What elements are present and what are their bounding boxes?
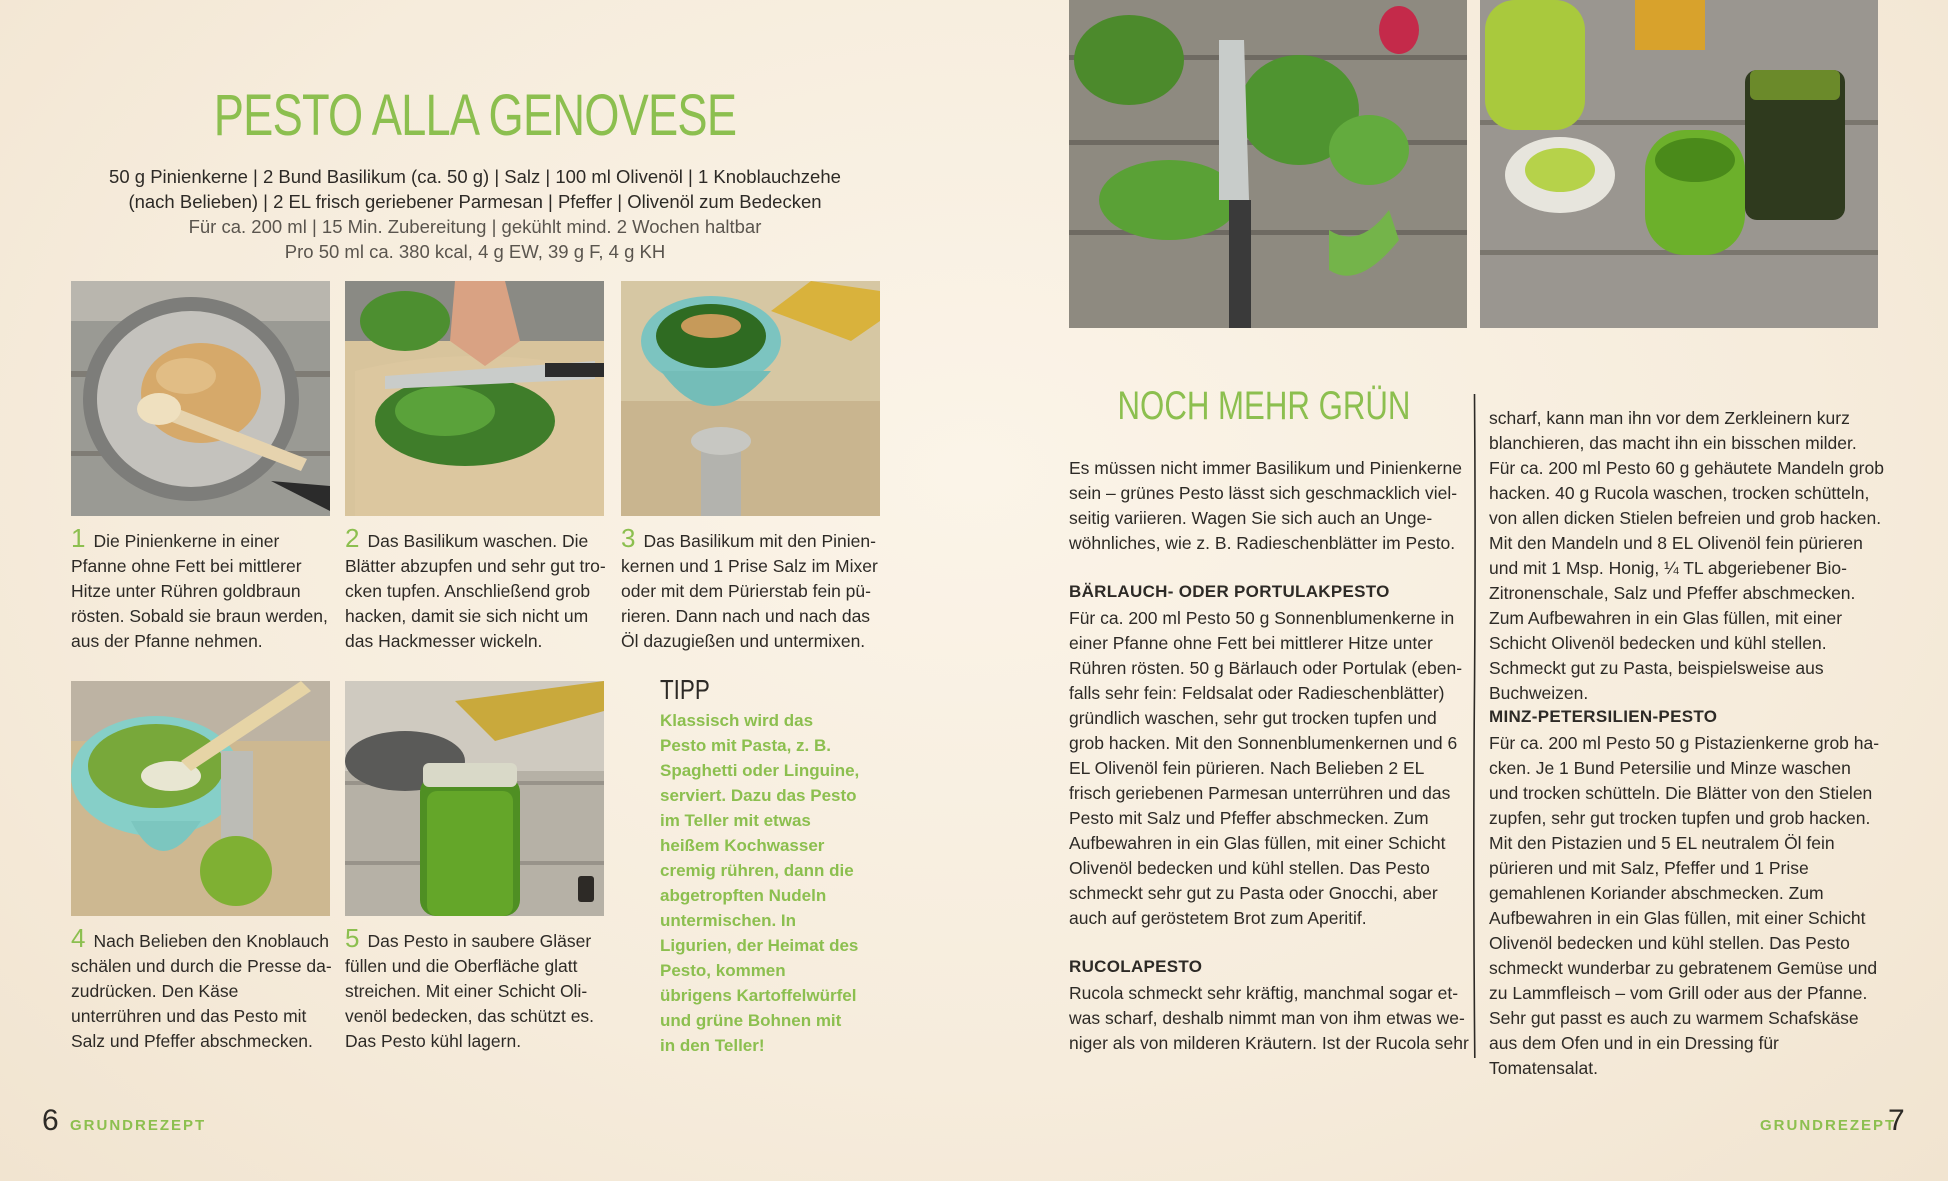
section-heading: NOCH MEHR GRÜN bbox=[1117, 384, 1411, 428]
step-1 bbox=[71, 523, 333, 654]
page-number-left: 6 bbox=[42, 1104, 59, 1137]
variation-heading-baerlauch: BÄRLAUCH- ODER PORTULAKPESTO bbox=[1069, 582, 1390, 601]
step-3 bbox=[621, 523, 883, 654]
ingredients-line-2: (nach Belieben) | 2 EL frisch geriebener Parmesan | Pfeffer | Olivenöl zum Bedecken bbox=[128, 191, 822, 212]
step-5 bbox=[345, 923, 607, 1054]
step-text: Nach Belieben den Knoblauch schälen und durch die Presse dazudrücken. Den Käse unterrühren und das Pesto mit Salz und Pfeffer abschmecken. bbox=[71, 931, 332, 1051]
photo-pesto-jars bbox=[1480, 0, 1878, 328]
step-2 bbox=[345, 523, 607, 654]
variation-heading-minz: MINZ-PETERSILIEN-PESTO bbox=[1489, 707, 1718, 726]
variation-heading-rucola: RUCOLAPESTO bbox=[1069, 957, 1203, 976]
variation-text-rucola: Rucola schmeckt sehr kräftig, manchmal sogar etwas scharf, deshalb nimmt man von ihm etwas weniger als von milderen Kräutern. Ist der Rucola sehr bbox=[1069, 983, 1469, 1053]
photo-chopping-basil bbox=[345, 281, 604, 516]
page-number-right: 7 bbox=[1888, 1104, 1905, 1137]
yield-time-info: Für ca. 200 ml | 15 Min. Zubereitung | gekühlt mind. 2 Wochen haltbar bbox=[188, 216, 762, 237]
intro-paragraph: Es müssen nicht immer Basilikum und Pinienkerne sein – grünes Pesto lässt sich geschmacklich vielseitig variieren. Wagen Sie sich auch an Ungewöhnliches, wie z. B. Radieschenblätter im Pesto. bbox=[1069, 458, 1462, 553]
tipp-text: Klassisch wird das Pesto mit Pasta, z. B. Spaghetti oder Linguine, serviert. Dazu das Pesto im Teller mit etwas heißem Kochwasser cremig rühren, dann die abgetropften Nudeln untermischen. In Ligurien, der Heimat des Pesto, kommen übrigens Kartoffelwürfel und grüne Bohnen mit in den Teller! bbox=[660, 711, 860, 1055]
ingredients-block bbox=[70, 164, 880, 264]
running-head-right: GRUNDREZEPT bbox=[1760, 1117, 1897, 1134]
step-number: 5 bbox=[345, 923, 360, 953]
tipp-heading: TIPP bbox=[660, 674, 710, 705]
recipe-title: PESTO ALLA GENOVESE bbox=[213, 83, 737, 148]
photo-mixing-cheese bbox=[71, 681, 330, 916]
step-text: Das Basilikum mit den Pinienkernen und 1 Prise Salz im Mixer oder mit dem Pürierstab fein pürieren. Dann nach und nach das Öl dazugießen und untermixen. bbox=[621, 531, 878, 651]
nutrition-info: Pro 50 ml ca. 380 kcal, 4 g EW, 39 g F, 4 g KH bbox=[284, 241, 666, 262]
step-number: 3 bbox=[621, 523, 636, 553]
column-divider bbox=[1473, 394, 1476, 1058]
step-text: Das Pesto in saubere Gläser füllen und die Oberfläche glatt streichen. Mit einer Schicht Olivenöl bedecken, das schützt es. Das Pesto kühl lagern. bbox=[345, 931, 595, 1051]
photo-fresh-greens-knife bbox=[1069, 0, 1467, 328]
photo-blending-pesto bbox=[621, 281, 880, 516]
step-number: 2 bbox=[345, 523, 360, 553]
running-head-left: GRUNDREZEPT bbox=[70, 1117, 207, 1134]
step-text: Das Basilikum waschen. Die Blätter abzupfen und sehr gut trocken tupfen. Anschließend grob hacken, damit sie sich nicht um das Hackmesser wickeln. bbox=[345, 531, 606, 651]
step-number: 1 bbox=[71, 523, 86, 553]
step-4 bbox=[71, 923, 333, 1054]
step-text: Die Pinienkerne in einer Pfanne ohne Fett bei mittlerer Hitze unter Rühren goldbraun rösten. Sobald sie braun werden, aus der Pfanne nehmen. bbox=[71, 531, 328, 651]
photo-roasting-pine-nuts bbox=[71, 281, 330, 516]
ingredients-line-1: 50 g Pinienkerne | 2 Bund Basilikum (ca. 50 g) | Salz | 100 ml Olivenöl | 1 Knoblauchzehe bbox=[109, 166, 841, 187]
variation-text-rucola-continued: scharf, kann man ihn vor dem Zerkleinern kurz blanchieren, das macht ihn ein bisschen milder. Für ca. 200 ml Pesto 60 g gehäutete Mandeln grob hacken. 40 g Rucola waschen, trocken schütteln, von allen dicken Stielen befreien und grob hacken. Mit den Mandeln und 8 EL Olivenöl fein pürieren und mit 1 Msp. Honig, ¼ TL abgeriebener Bio-Zitronenschale, Salz und Pfeffer abschmecken. Zum Aufbewahren in ein Glas füllen, mit einer Schicht Olivenöl bedecken und kühl stellen. Schmeckt gut zu Pasta, beispielsweise aus Buchweizen. bbox=[1489, 408, 1884, 703]
photo-jar-with-oil bbox=[345, 681, 604, 916]
variation-text-baerlauch: Für ca. 200 ml Pesto 50 g Sonnenblumenkerne in einer Pfanne ohne Fett bei mittlerer Hitze unter Rühren rösten. 50 g Bärlauch oder Portulak (ebenfalls sehr fein: Feldsalat oder Radieschenblätter) gründlich waschen, sehr gut trocken tupfen und grob hacken. Mit den Sonnenblumenkernen und 6 EL Olivenöl fein pürieren. Nach Belieben 2 EL frisch geriebenen Parmesan unterrühren und das Pesto mit Salz und Pfeffer abschmecken. Zum Aufbewahren in ein Glas füllen, mit einer Schicht Olivenöl bedecken und kühl stellen. Das Pesto schmeckt sehr gut zu Pasta oder Gnocchi, aber auch auf geröstetem Brot zum Aperitif. bbox=[1069, 608, 1463, 928]
step-number: 4 bbox=[71, 923, 86, 953]
variation-text-minz: Für ca. 200 ml Pesto 50 g Pistazienkerne grob hacken. Je 1 Bund Petersilie und Minze waschen und trocken schütteln. Die Blätter von den Stielen zupfen, sehr gut trocken tupfen und grob hacken. Mit den Pistazien und 5 EL neutralem Öl fein pürieren und mit Salz, Pfeffer und 1 Prise gemahlenen Koriander abschmecken. Zum Aufbewahren in ein Glas füllen, mit einer Schicht Olivenöl bedecken und kühl stellen. Das Pesto schmeckt wunderbar zu gebratenem Gemüse und zu Lammfleisch – vom Grill oder aus der Pfanne. Sehr gut passt es auch zu warmem Schafskäse aus dem Ofen und in ein Dressing für Tomatensalat. bbox=[1489, 733, 1880, 1078]
